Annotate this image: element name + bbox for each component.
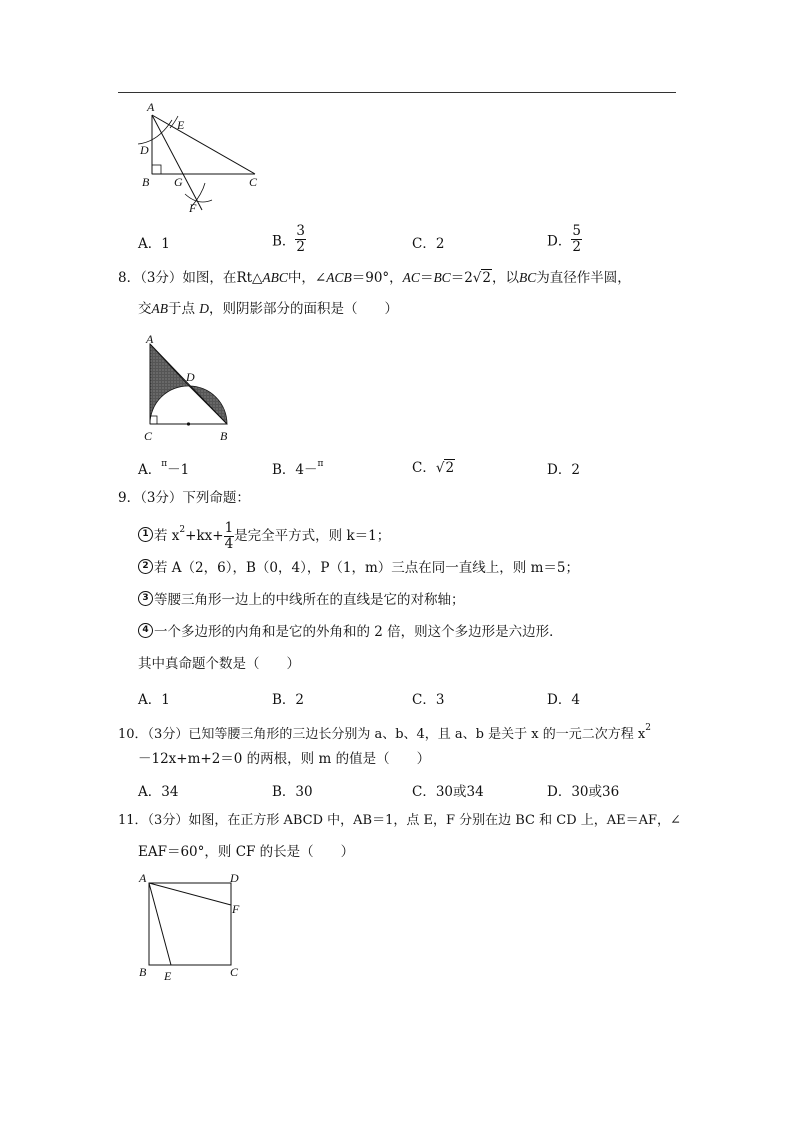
- q11-figure: [134, 868, 252, 988]
- q10-option-c[interactable]: C．30或34: [412, 784, 484, 800]
- q9-item-1: 1 若 $x^2+kx+$ $\frac{1}{4}$ 是完全平方式，则 k＝1；: [138, 520, 390, 552]
- q9-item-3: 3 等腰三角形一边上的中线所在的直线是它的对称轴；: [138, 590, 465, 610]
- sqrt-symbol: √2: [435, 460, 455, 476]
- q8-label-b: B: [220, 429, 228, 443]
- q9-stem: 9．（3分）下列命题：: [118, 490, 250, 506]
- header-rule: [118, 92, 676, 93]
- q8-stem-line1: 8．（3分）如图，在Rt△ABC中，∠ACB＝90°，AC＝BC＝2√2，以BC为直径作半圆，: [118, 270, 631, 286]
- q8-label-a: A: [146, 332, 154, 346]
- q7-label-g: G: [174, 175, 183, 189]
- q10-option-b[interactable]: B．30: [272, 784, 313, 800]
- circled-one-icon: 1: [138, 527, 153, 542]
- q9-option-c[interactable]: C．3: [412, 692, 445, 708]
- q11-label-f: F: [232, 902, 240, 916]
- q8-figure: [138, 330, 248, 445]
- q8-label-c: C: [144, 429, 153, 443]
- q7-option-a[interactable]: A．1: [138, 236, 170, 252]
- q8-stem-line2: 交AB于点 D，则阴影部分的面积是（ ）: [138, 301, 399, 317]
- circled-two-icon: 2: [138, 559, 153, 574]
- q11-stem-line2: EAF＝60°，则 CF 的长是（ ）: [138, 844, 355, 860]
- q9-item-2: 2 若 A（2，6），B（0，4），P（1，m）三点在同一直线上，则 m＝5；: [138, 558, 579, 578]
- q8-option-d[interactable]: D．2: [547, 462, 580, 478]
- q10-option-a[interactable]: A．34: [138, 784, 179, 800]
- q11-stem-line1: 11．（3分）如图，在正方形 ABCD 中，AB＝1，点 E，F 分别在边 BC 和 CD 上，AE＝AF，∠: [118, 813, 681, 828]
- q7-option-b[interactable]: B． $\frac{3}{2}$: [272, 223, 306, 255]
- q7-label-f: F: [189, 201, 197, 215]
- q8-option-a[interactable]: A．$^\pi$－1: [138, 459, 190, 478]
- q7-option-d-fraction: $\frac{5}{2}$: [572, 223, 581, 255]
- q11-label-b: B: [139, 965, 147, 979]
- circled-three-icon: 3: [138, 591, 153, 606]
- q7-label-b: B: [142, 175, 150, 189]
- q9-option-d[interactable]: D．4: [547, 692, 580, 708]
- q7-option-b-fraction: $\frac{3}{2}$: [296, 223, 306, 255]
- circled-four-icon: 4: [138, 623, 153, 638]
- q11-label-c: C: [230, 965, 239, 979]
- q7-label-c: C: [249, 175, 258, 189]
- sqrt-symbol: √2: [472, 270, 491, 286]
- q11-label-a: A: [139, 871, 147, 885]
- q9-option-b[interactable]: B．2: [272, 692, 305, 708]
- q7-option-d[interactable]: D． $\frac{5}{2}$: [547, 223, 581, 255]
- q8-option-b[interactable]: B．4－$^\pi$: [272, 459, 324, 478]
- q7-option-c[interactable]: C．2: [412, 236, 445, 252]
- q7-label-a: A: [147, 100, 155, 114]
- q9-fraction: $\frac{1}{4}$: [224, 520, 234, 552]
- q7-figure: [130, 98, 270, 216]
- q7-label-e: E: [177, 118, 185, 132]
- q11-label-e: E: [164, 969, 172, 983]
- q7-label-d: D: [140, 143, 149, 157]
- q9-item-4: 4 一个多边形的内角和是它的外角和的 2 倍，则这个多边形是六边形．: [138, 622, 563, 642]
- q11-label-d: D: [230, 871, 239, 885]
- q8-option-c[interactable]: C．√2: [412, 460, 455, 476]
- q9-ask: 其中真命题个数是（ ）: [138, 656, 300, 672]
- q8-label-d: D: [186, 370, 195, 384]
- q10-option-d[interactable]: D．30或36: [547, 784, 620, 800]
- q10-stem-line2: －12x+m+2＝0 的两根，则 m 的值是（ ）: [138, 751, 431, 767]
- q9-option-a[interactable]: A．1: [138, 692, 170, 708]
- q10-stem-line1: 10．（3分）已知等腰三角形的三边长分别为 a、b、4，且 a、b 是关于 x 的一元二次方程 $x^2$: [118, 723, 651, 742]
